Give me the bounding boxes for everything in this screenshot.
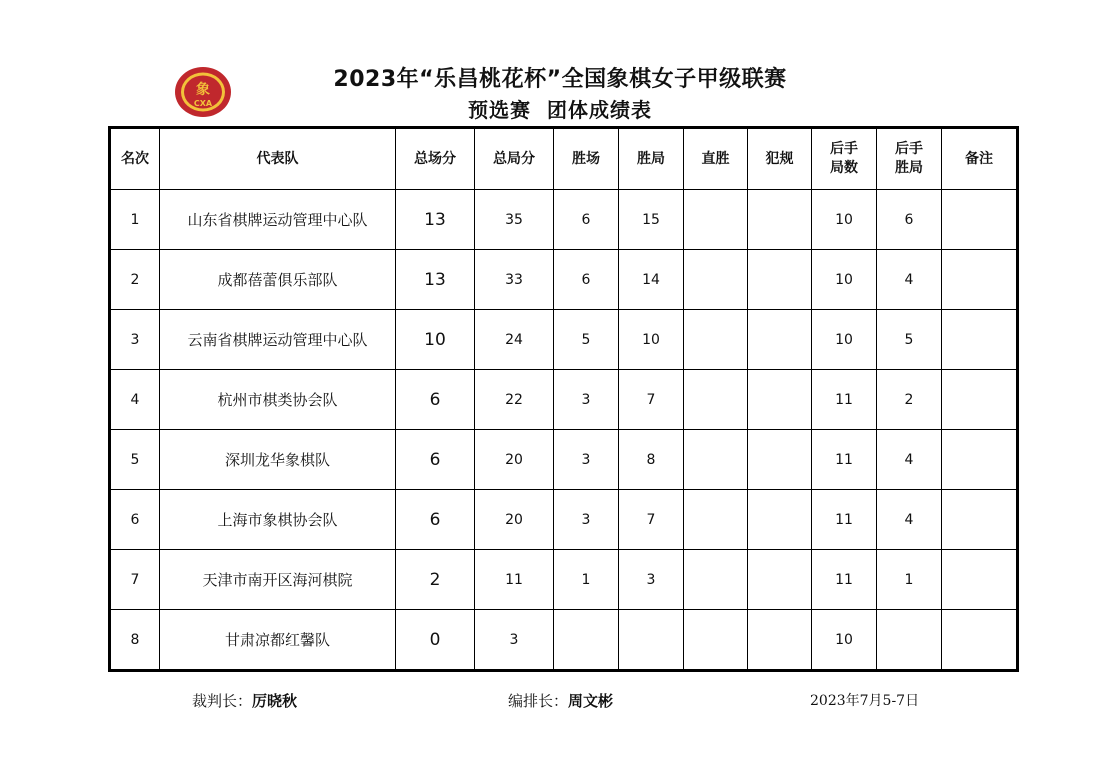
cell-direct-wins <box>684 250 748 310</box>
cell-black-wins: 6 <box>877 190 942 250</box>
cell-fouls <box>748 190 812 250</box>
table-row <box>110 430 1018 490</box>
cell-team: 山东省棋牌运动管理中心队 <box>160 190 396 250</box>
cell-game-wins: 14 <box>619 250 684 310</box>
referee-label: 裁判长： <box>192 692 253 710</box>
cell-black-wins: 4 <box>877 250 942 310</box>
cell-rank: 6 <box>110 490 160 550</box>
cell-direct-wins <box>684 370 748 430</box>
cell-rank: 4 <box>110 370 160 430</box>
cell-rank: 7 <box>110 550 160 610</box>
arbiter-label: 编排长： <box>508 692 569 710</box>
cell-match-points: 6 <box>396 430 475 490</box>
cell-black-wins: 5 <box>877 310 942 370</box>
cell-match-points: 6 <box>396 370 475 430</box>
cell-black-wins: 4 <box>877 490 942 550</box>
cell-direct-wins <box>684 610 748 671</box>
cell-direct-wins <box>684 190 748 250</box>
cell-game-wins: 15 <box>619 190 684 250</box>
col-game-wins: 胜局 <box>619 128 684 190</box>
table-row <box>110 190 1018 250</box>
cell-fouls <box>748 490 812 550</box>
cxa-logo-icon <box>174 66 232 118</box>
cell-black-games: 10 <box>812 250 877 310</box>
cell-rank: 5 <box>110 430 160 490</box>
col-rank: 名次 <box>110 128 160 190</box>
cell-fouls <box>748 310 812 370</box>
page-title: 2023年“乐昌桃花杯”全国象棋女子甲级联赛 <box>333 67 787 92</box>
cell-game-wins: 3 <box>619 550 684 610</box>
col-fouls: 犯规 <box>748 128 812 190</box>
col-notes: 备注 <box>942 128 1018 190</box>
cell-fouls <box>748 370 812 430</box>
cell-notes <box>942 370 1018 430</box>
table-row <box>110 250 1018 310</box>
cell-black-wins: 1 <box>877 550 942 610</box>
cell-team: 杭州市棋类协会队 <box>160 370 396 430</box>
cell-black-games: 11 <box>812 550 877 610</box>
cell-match-wins: 1 <box>554 550 619 610</box>
table-row <box>110 550 1018 610</box>
cell-game-wins: 7 <box>619 490 684 550</box>
cell-rank: 3 <box>110 310 160 370</box>
arbiter-signature <box>508 690 613 711</box>
page-subtitle: 预选赛 团体成绩表 <box>468 98 652 122</box>
cell-team: 天津市南开区海河棋院 <box>160 550 396 610</box>
cell-notes <box>942 490 1018 550</box>
cell-black-wins: 4 <box>877 430 942 490</box>
cell-match-points: 2 <box>396 550 475 610</box>
col-match-points: 总场分 <box>396 128 475 190</box>
cell-game-wins <box>619 610 684 671</box>
cell-game-points: 24 <box>475 310 554 370</box>
cell-fouls <box>748 430 812 490</box>
col-team: 代表队 <box>160 128 396 190</box>
cell-game-points: 20 <box>475 430 554 490</box>
table-header-row <box>110 128 1018 190</box>
cell-game-points: 33 <box>475 250 554 310</box>
cell-game-wins: 7 <box>619 370 684 430</box>
event-date: 2023年7月5-7日 <box>810 693 920 709</box>
arbiter-name: 周文彬 <box>568 692 614 710</box>
cell-fouls <box>748 550 812 610</box>
col-black-games: 后手 局数 <box>812 128 877 190</box>
cell-team: 甘肃凉都红馨队 <box>160 610 396 671</box>
col-match-wins: 胜场 <box>554 128 619 190</box>
cell-black-games: 10 <box>812 190 877 250</box>
cell-game-points: 11 <box>475 550 554 610</box>
referee-signature <box>192 690 297 711</box>
cell-game-points: 35 <box>475 190 554 250</box>
cell-black-games: 11 <box>812 370 877 430</box>
cell-match-points: 13 <box>396 190 475 250</box>
cell-game-wins: 10 <box>619 310 684 370</box>
cell-match-wins: 3 <box>554 370 619 430</box>
cell-match-wins: 3 <box>554 430 619 490</box>
cell-game-points: 3 <box>475 610 554 671</box>
cell-notes <box>942 610 1018 671</box>
cell-black-games: 11 <box>812 490 877 550</box>
table-row <box>110 370 1018 430</box>
cell-game-points: 22 <box>475 370 554 430</box>
col-direct-wins: 直胜 <box>684 128 748 190</box>
cell-rank: 1 <box>110 190 160 250</box>
cell-team: 成都蓓蕾俱乐部队 <box>160 250 396 310</box>
cell-direct-wins <box>684 430 748 490</box>
cell-direct-wins <box>684 310 748 370</box>
col-game-points: 总局分 <box>475 128 554 190</box>
svg-text:CXA: CXA <box>193 99 213 108</box>
cell-notes <box>942 310 1018 370</box>
cell-black-wins <box>877 610 942 671</box>
cell-rank: 8 <box>110 610 160 671</box>
cell-match-wins: 5 <box>554 310 619 370</box>
col-black-wins: 后手 胜局 <box>877 128 942 190</box>
cell-match-points: 13 <box>396 250 475 310</box>
cell-fouls <box>748 610 812 671</box>
cell-match-wins <box>554 610 619 671</box>
cell-match-points: 6 <box>396 490 475 550</box>
cell-game-points: 20 <box>475 490 554 550</box>
results-table <box>108 126 1019 672</box>
cell-notes <box>942 550 1018 610</box>
cell-black-wins: 2 <box>877 370 942 430</box>
table-row <box>110 610 1018 671</box>
cell-team: 深圳龙华象棋队 <box>160 430 396 490</box>
cell-match-points: 10 <box>396 310 475 370</box>
cell-black-games: 10 <box>812 610 877 671</box>
referee-name: 厉晓秋 <box>252 692 298 710</box>
cell-black-games: 10 <box>812 310 877 370</box>
cell-match-wins: 3 <box>554 490 619 550</box>
cell-direct-wins <box>684 550 748 610</box>
cell-team: 云南省棋牌运动管理中心队 <box>160 310 396 370</box>
cell-match-wins: 6 <box>554 250 619 310</box>
cell-notes <box>942 430 1018 490</box>
cell-notes <box>942 250 1018 310</box>
cell-match-points: 0 <box>396 610 475 671</box>
cell-game-wins: 8 <box>619 430 684 490</box>
cell-black-games: 11 <box>812 430 877 490</box>
cell-match-wins: 6 <box>554 190 619 250</box>
cell-rank: 2 <box>110 250 160 310</box>
svg-text:象: 象 <box>196 82 210 98</box>
table-row <box>110 310 1018 370</box>
table-row <box>110 490 1018 550</box>
cell-notes <box>942 190 1018 250</box>
cell-direct-wins <box>684 490 748 550</box>
cell-team: 上海市象棋协会队 <box>160 490 396 550</box>
cell-fouls <box>748 250 812 310</box>
